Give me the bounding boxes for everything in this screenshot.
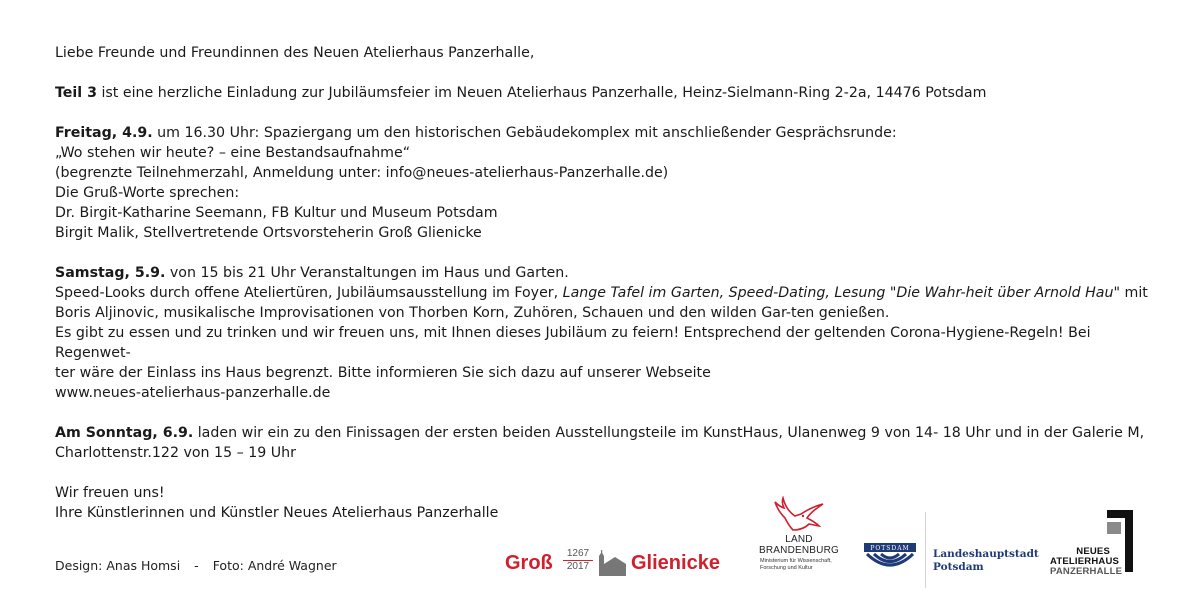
saturday-program: Speed-Looks durch offene Ateliertüren, Jubiläumsausstellung im Foyer, <box>55 285 563 301</box>
friday-section <box>55 123 1155 243</box>
ministry-text: Ministerium für Wissenschaft, Forschung und Kultur <box>760 558 832 571</box>
potsdam-emblem-icon <box>863 542 917 574</box>
saturday-note-2: ter wäre der Einlass ins Haus begrenzt. Bitte informieren Sie sich dazu auf unserer Webseite <box>55 365 711 381</box>
gross-wordmark: Groß <box>505 552 553 574</box>
church-icon <box>597 550 627 576</box>
friday-text: um 16.30 Uhr: Spaziergang um den historischen Gebäudekomplex mit anschließender Gesprächsrunde: <box>152 125 897 141</box>
credits-separator: - <box>194 558 199 573</box>
sunday-text: laden wir ein zu den Finissagen der ersten beiden Ausstellungsteile im KunstHaus, Ulanenweg 9 von 14- 18 Uhr und in der Galerie M, <box>193 425 1145 441</box>
photo-credit: Foto: André Wagner <box>212 558 337 573</box>
teil3-label: Teil 3 <box>55 85 97 101</box>
credits <box>55 558 337 574</box>
saturday-section: Samstag, 5.9. von 15 bis 21 Uhr Veranstaltungen im Haus und Garten. Speed-Looks durch offene Ateliertüren, Jubiläumsausstellung im Foyer, Lange Tafel im Garten, Speed-Dating, Lesung "Die Wahr-heit über Arnold Hau" mit Boris Aljinovic, musikalische Improvisationen von Thorben Korn, Zuhören, Schauen und den wilden Gar-ten genießen. Es gibt zu essen und zu trinken und wir freuen uns, mit Ihnen dieses Jubiläum zu feiern! Entsprechend der geltenden Corona-Hygiene-Regeln! Bei Regenwet- ter wäre der Einlass ins Haus begrenzt. Bitte informieren Sie sich dazu auf unserer Webseite www.neues-atelierhaus-panzerhalle.de <box>55 263 1155 403</box>
friday-registration: (begrenzte Teilnehmerzahl, Anmeldung unter: info@neues-atelierhaus-Panzerhalle.de) <box>55 165 669 181</box>
saturday-program-italic: Lange Tafel im Garten, Speed-Dating, Lesung "Die Wahr-heit über Arnold Hau" <box>562 285 1120 301</box>
friday-speaker-1: Dr. Birgit-Katharine Seemann, FB Kultur und Museum Potsdam <box>55 205 498 221</box>
saturday-date: Samstag, 5.9. <box>55 265 166 281</box>
saturday-text: von 15 bis 21 Uhr Veranstaltungen im Haus und Garten. <box>165 265 569 281</box>
greeting: Liebe Freunde und Freundinnen des Neuen Atelierhaus Panzerhalle, <box>55 45 535 61</box>
invitation-letter <box>55 43 1155 523</box>
website-url: www.neues-atelierhaus-panzerhalle.de <box>55 385 331 401</box>
glienicke-wordmark: Glienicke <box>631 552 720 574</box>
atelierhaus-wordmark: NEUES ATELIERHAUS PANZERHALLE <box>1050 546 1123 577</box>
landeshauptstadt-potsdam-logo: Landeshauptstadt Potsdam <box>933 548 1039 573</box>
saturday-note: Es gibt zu essen und zu trinken und wir freuen uns, mit Ihnen dieses Jubiläum zu feiern! Entsprechend der geltenden Corona-Hygiene-Regeln! Bei Regenwet- <box>55 325 1091 361</box>
anniversary-years: 1267 2017 <box>563 548 593 573</box>
design-credit: Design: Anas Homsi <box>55 558 181 573</box>
friday-date: Freitag, 4.9. <box>55 125 153 141</box>
logo-divider <box>925 512 926 588</box>
potsdam-emblem-text: POTSDAM <box>870 545 910 552</box>
sunday-date: Am Sonntag, 6.9. <box>55 425 194 441</box>
sunday-text-2: Charlottenstr.122 von 15 – 19 Uhr <box>55 445 296 461</box>
signature: Ihre Künstlerinnen und Künstler Neues Atelierhaus Panzerhalle <box>55 505 499 521</box>
teil3-text: ist eine herzliche Einladung zur Jubiläumsfeier im Neuen Atelierhaus Panzerhalle, Heinz-Sielmann-Ring 2-2a, 14476 Potsdam <box>96 85 987 101</box>
land-brandenburg-text: LAND BRANDENBURG <box>759 534 839 556</box>
friday-speakers-label: Die Gruß-Worte sprechen: <box>55 185 240 201</box>
intro-paragraph <box>55 83 1155 103</box>
eagle-icon <box>769 496 829 532</box>
sunday-section <box>55 423 1155 463</box>
friday-title: „Wo stehen wir heute? – eine Bestandsaufnahme“ <box>55 145 411 161</box>
saturday-program-2: Boris Aljinovic, musikalische Improvisationen von Thorben Korn, Zuhören, Schauen und den wilden Gar-ten genießen. <box>55 305 890 321</box>
friday-speaker-2: Birgit Malik, Stellvertretende Ortsvorsteherin Groß Glienicke <box>55 225 482 241</box>
closing: Wir freuen uns! <box>55 485 165 501</box>
